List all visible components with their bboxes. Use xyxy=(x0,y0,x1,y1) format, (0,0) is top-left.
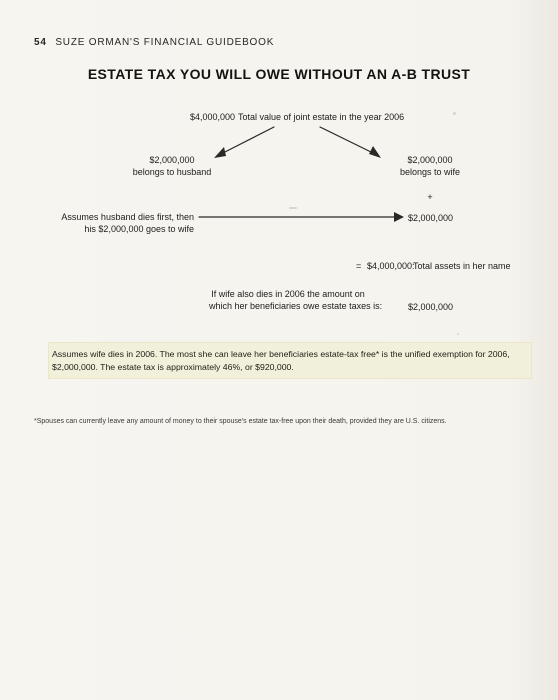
total-assets-amount: $4,000,000: xyxy=(367,261,415,271)
scan-mark xyxy=(453,112,456,115)
arrowhead-wife xyxy=(369,146,381,158)
transfer-amount: $2,000,000 xyxy=(408,213,454,223)
joint-estate-label: Total value of joint estate in the year 2006 xyxy=(238,112,405,122)
arrow-to-husband xyxy=(221,127,274,154)
page-title: ESTATE TAX YOU WILL OWE WITHOUT AN A-B TRUST xyxy=(87,66,471,82)
husband-dies-note xyxy=(54,211,194,235)
wife-dies-note xyxy=(209,288,383,312)
equals-symbol: = xyxy=(356,261,362,271)
wife-share xyxy=(382,154,478,178)
taxable-amount: $2,000,000 xyxy=(408,302,454,312)
husband-share-label: belongs to husband xyxy=(132,167,212,177)
husband-share xyxy=(124,154,220,178)
husband-dies-line-2: his $2,000,000 goes to wife xyxy=(84,224,194,234)
assumption-text: Assumes wife dies in 2006. The most she can leave her beneficiaries estate-tax free* is the unified exemption for 2006, $2,000,000. The estate tax is approximately 46%, or $920,000. xyxy=(52,349,510,372)
husband-share-amount: $2,000,000 xyxy=(149,155,195,165)
wife-dies-line-2: which her beneficiaries owe estate taxes is: xyxy=(209,301,383,311)
scan-mark xyxy=(289,207,297,209)
footnote: *Spouses can currently leave any amount of money to their spouse's estate tax-free upon their death, provided they are U.S. citizens. xyxy=(34,418,447,425)
wife-share-amount: $2,000,000 xyxy=(407,155,453,165)
wife-share-label: belongs to wife xyxy=(399,167,461,177)
page-number: 54 xyxy=(34,37,47,48)
transfer-arrowhead xyxy=(394,212,404,222)
total-assets-label: Total assets in her name xyxy=(413,261,511,271)
husband-dies-line-1: Assumes husband dies first, then xyxy=(61,212,194,222)
plus-symbol: + xyxy=(427,192,433,202)
scan-mark xyxy=(457,333,459,335)
arrow-to-wife xyxy=(320,127,373,153)
joint-estate-value: $4,000,000 xyxy=(190,112,236,122)
wife-dies-line-1: If wife also dies in 2006 the amount on xyxy=(211,289,365,299)
book-title: SUZE ORMAN'S FINANCIAL GUIDEBOOK xyxy=(55,37,275,48)
